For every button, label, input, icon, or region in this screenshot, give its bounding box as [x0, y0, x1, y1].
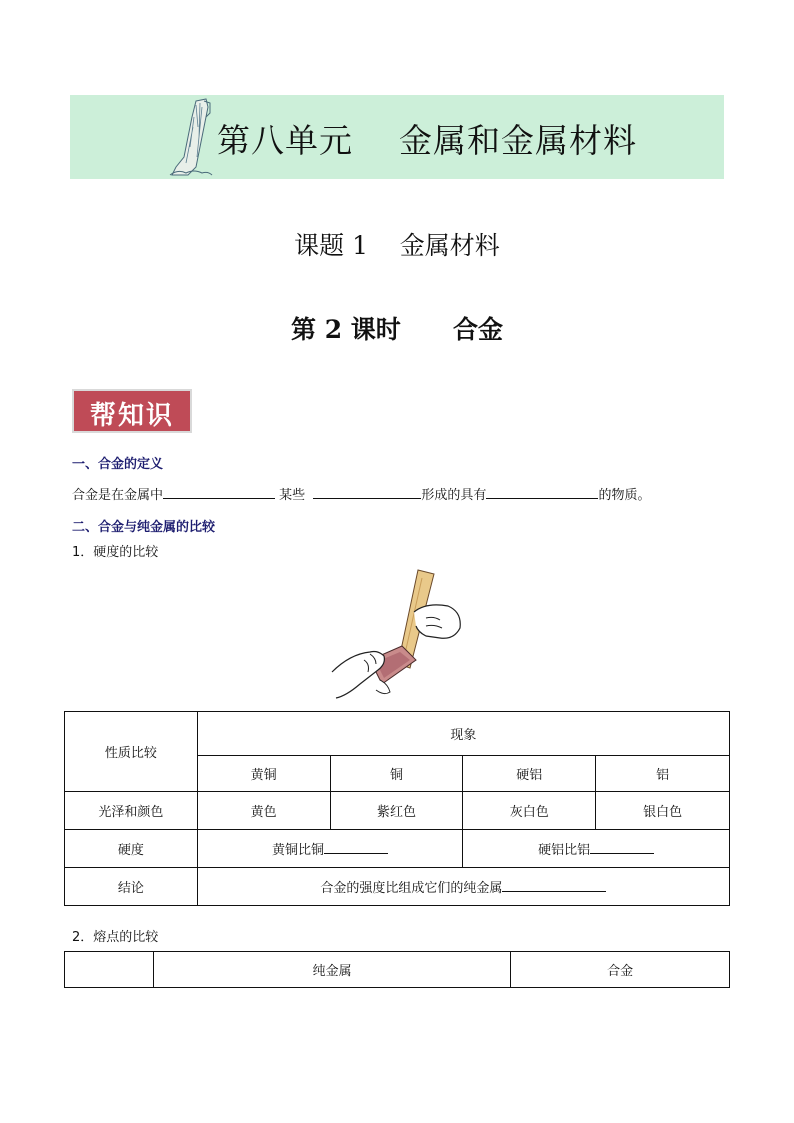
conclusion-text: 合金的强度比组成它们的纯金属 [320, 881, 503, 896]
knowledge-badge [72, 389, 192, 433]
column-header-alloy: 合金 [511, 952, 730, 988]
phenomenon-header: 现象 [197, 712, 729, 756]
section-heading-definition: 一、合金的定义 [72, 457, 164, 472]
column-header-copper: 铜 [330, 756, 463, 792]
melting-point-table [64, 951, 730, 988]
blank-3[interactable] [486, 486, 598, 499]
blank-2[interactable] [313, 486, 421, 499]
hardness-brass-copper [197, 830, 463, 868]
definition-sentence [72, 484, 650, 503]
table-corner-cell: 性质比较 [65, 712, 198, 792]
row-label-hardness: 硬度 [65, 830, 198, 868]
hardness-comparison-table [64, 711, 730, 906]
definition-text-a: 合金是在金属中 [72, 488, 164, 503]
badge-label: 帮知识 [89, 401, 174, 431]
row-label-conclusion: 结论 [65, 868, 198, 906]
blank-1[interactable] [163, 486, 275, 499]
subheading-melting-point: 2．熔点的比较 [72, 930, 159, 945]
luster-duralumin: 灰白色 [463, 792, 596, 830]
column-header-aluminum: 铝 [596, 756, 730, 792]
hardness-right-blank[interactable] [590, 841, 654, 854]
scratch-test-illustration [330, 568, 468, 702]
hardness-right-text: 硬铝比铝 [538, 843, 591, 858]
section-heading-comparison: 二、合金与纯金属的比较 [72, 520, 216, 535]
hardness-left-text: 黄铜比铜 [272, 843, 325, 858]
waterfall-illustration [166, 97, 216, 177]
unit-title: 第八单元 金属和金属材料 [217, 121, 637, 160]
luster-brass: 黄色 [197, 792, 330, 830]
conclusion-cell [197, 868, 729, 906]
lesson-title: 课题 1 金属材料 [294, 231, 500, 260]
row-label-luster: 光泽和颜色 [65, 792, 198, 830]
hardness-duralumin-aluminum [463, 830, 730, 868]
unit-banner [70, 95, 724, 179]
luster-aluminum: 银白色 [596, 792, 730, 830]
period-title: 第 2 课时 合金 [290, 315, 504, 344]
definition-text-d: 的物质。 [598, 488, 651, 503]
conclusion-blank[interactable] [502, 879, 606, 892]
table2-corner-cell [65, 952, 154, 988]
definition-text-b: 某些 [275, 488, 310, 503]
column-header-brass: 黄铜 [197, 756, 330, 792]
subheading-hardness: 1．硬度的比较 [72, 545, 159, 560]
luster-copper: 紫红色 [330, 792, 463, 830]
definition-text-c: 形成的具有 [421, 488, 487, 503]
column-header-duralumin: 硬铝 [463, 756, 596, 792]
column-header-pure-metal: 纯金属 [153, 952, 510, 988]
hardness-left-blank[interactable] [324, 841, 388, 854]
